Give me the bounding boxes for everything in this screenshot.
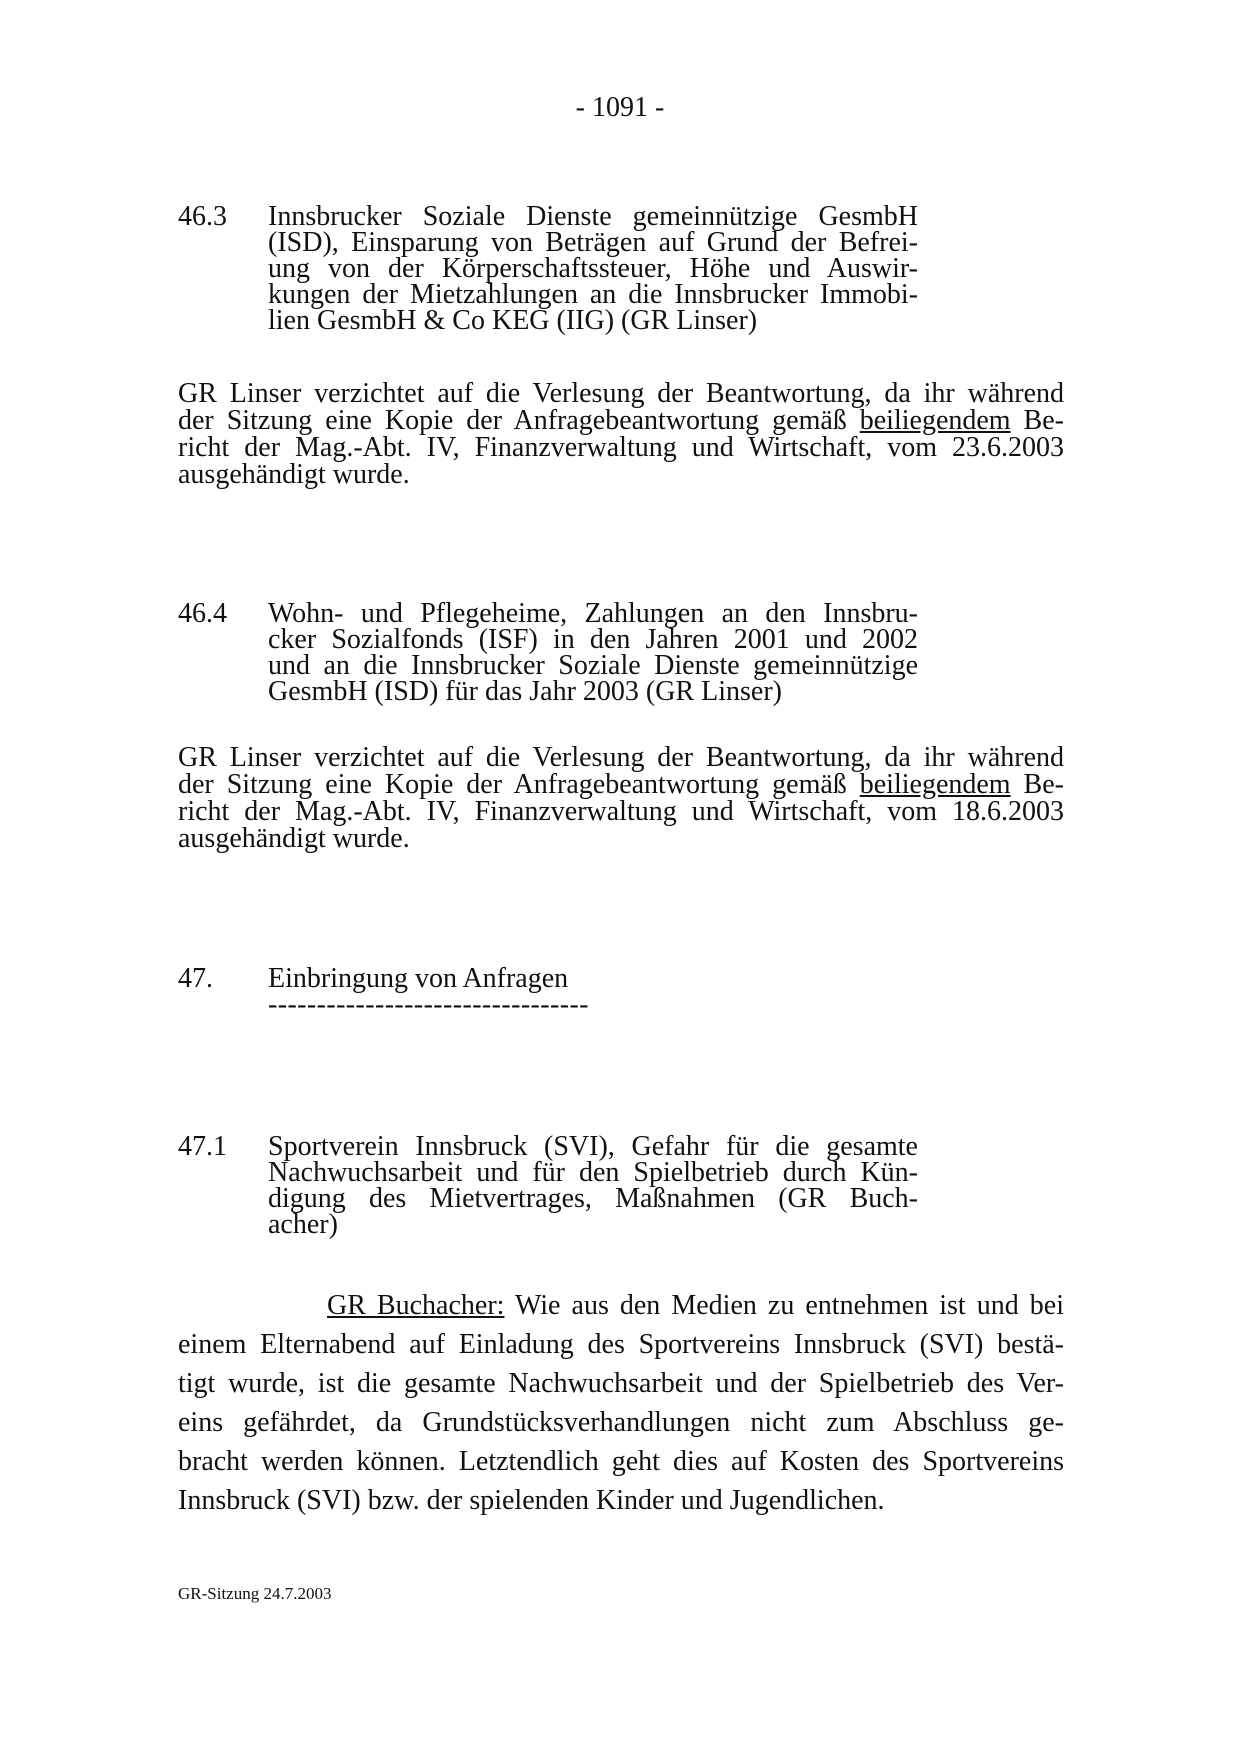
page-footer: GR-Sitzung 24.7.2003	[178, 1584, 332, 1603]
page-number: - 1091 -	[575, 92, 665, 123]
item-number: 46.3	[178, 201, 227, 232]
answer-paragraph-46-4	[178, 744, 1064, 852]
agenda-item-46-4	[178, 598, 918, 707]
item-title	[268, 201, 918, 336]
title-line: (ISD), Einsparung von Beträgen auf Grund der Befrei-	[268, 227, 918, 258]
para-text: der Sitzung eine Kopie der Anfragebeantwortung gemäß	[178, 405, 860, 436]
para-line: ausgehändigt wurde.	[178, 823, 410, 854]
para-line	[178, 771, 1064, 798]
para-text: Be-	[1010, 405, 1064, 436]
para-line: eins gefährdet, da Grundstücksverhandlungen nicht zum Abschluss ge-	[178, 1407, 1064, 1438]
para-line: Innsbruck (SVI) bzw. der spielenden Kinder und Jugendlichen.	[178, 1485, 885, 1516]
para-line	[178, 407, 1064, 434]
section-title: Einbringung von Anfragen	[268, 963, 569, 994]
para-line: ausgehändigt wurde.	[178, 459, 410, 490]
item-title	[268, 598, 918, 707]
title-line: acher)	[268, 1209, 338, 1240]
para-line: GR Linser verzichtet auf die Verlesung der Beantwortung, da ihr während	[178, 742, 1064, 773]
item-title	[268, 1131, 918, 1240]
para-line: richt der Mag.-Abt. IV, Finanzverwaltung und Wirtschaft, vom 23.6.2003	[178, 432, 1064, 463]
para-line: GR Linser verzichtet auf die Verlesung der Beantwortung, da ihr während	[178, 378, 1064, 409]
para-text: Be-	[1010, 769, 1064, 800]
title-line: Nachwuchsarbeit und für den Spielbetrieb durch Kün-	[268, 1157, 918, 1188]
para-line	[178, 1286, 1064, 1325]
agenda-item-46-3	[178, 201, 918, 336]
para-line: tigt wurde, ist die gesamte Nachwuchsarbeit und der Spielbetrieb des Ver-	[178, 1368, 1064, 1399]
title-line: cker Sozialfonds (ISF) in den Jahren 2001 und 2002	[268, 624, 918, 655]
para-line: richt der Mag.-Abt. IV, Finanzverwaltung und Wirtschaft, vom 18.6.2003	[178, 796, 1064, 827]
title-line: und an die Innsbrucker Soziale Dienste gemeinnützige	[268, 650, 918, 681]
section-dashed-underline: ---------------------------------	[268, 989, 589, 1020]
beiliegendem-link[interactable]: beiliegendem	[859, 405, 1011, 436]
title-line: digung des Mietvertrages, Maßnahmen (GR Buch-	[268, 1183, 918, 1214]
item-number: 47.1	[178, 1131, 227, 1162]
para-text: der Sitzung eine Kopie der Anfragebeantwortung gemäß	[178, 769, 860, 800]
title-line: Sportverein Innsbruck (SVI), Gefahr für die gesamte	[268, 1131, 918, 1162]
para-line: einem Elternabend auf Einladung des Sportvereins Innsbruck (SVI) bestä-	[178, 1329, 1064, 1360]
section-number: 47.	[178, 963, 213, 994]
title-line: GesmbH (ISD) für das Jahr 2003 (GR Linser)	[268, 676, 783, 707]
item-number: 46.4	[178, 598, 227, 629]
speech-paragraph	[178, 1286, 1064, 1520]
title-line: Innsbrucker Soziale Dienste gemeinnützige GesmbH	[268, 201, 918, 232]
title-line: kungen der Mietzahlungen an die Innsbrucker Immobi-	[268, 279, 918, 310]
answer-paragraph-46-3	[178, 380, 1064, 488]
title-line: ung von der Körperschaftssteuer, Höhe und Auswir-	[268, 253, 918, 284]
para-text: Wie aus den Medien zu entnehmen ist und bei	[504, 1290, 1064, 1321]
para-line: bracht werden können. Letztendlich geht dies auf Kosten des Sportvereins	[178, 1446, 1064, 1477]
speaker-name: GR Buchacher:	[327, 1290, 505, 1321]
agenda-item-47-1	[178, 1131, 918, 1240]
title-line: lien GesmbH & Co KEG (IIG) (GR Linser)	[268, 305, 758, 336]
beiliegendem-link[interactable]: beiliegendem	[859, 769, 1011, 800]
title-line: Wohn- und Pflegeheime, Zahlungen an den Innsbru-	[268, 598, 918, 629]
